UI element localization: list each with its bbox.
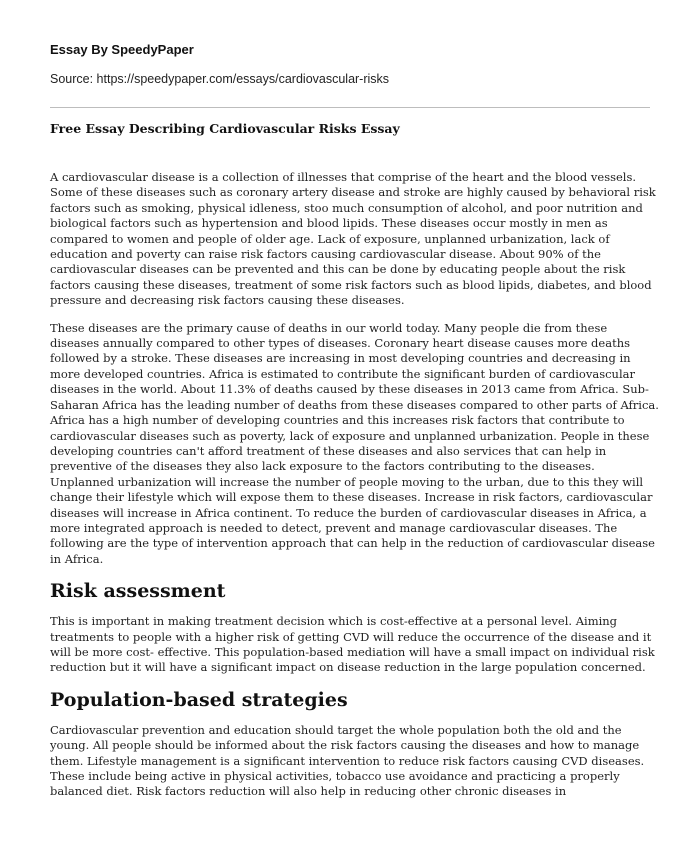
essay-title: Free Essay Describing Cardiovascular Risks Essay: [50, 121, 400, 136]
paragraph: This is important in making treatment decision which is cost-effective at a personal level. Aiming treatments to people with a higher risk of getting CVD will reduce the occurrence of the disease and it will be more cost- effective. This population-based mediation will have a small impact on individual risk reduction but it will have a significant impact on disease reduction in the large population concerned.: [50, 614, 655, 675]
section-heading-risk-assessment: Risk assessment: [50, 580, 226, 603]
paragraph: A cardiovascular disease is a collection of illnesses that comprise of the heart and the blood vessels. Some of these diseases such as coronary artery disease and stroke are highly caused by behavioral risk factors such as smoking, physical idleness, stoo much consumption of alcohol, and poor nutrition and biological factors such as hypertension and blood lipids. These diseases occur mostly in men as compared to women and people of older age. Lack of exposure, unplanned urbanization, lack of education and poverty can raise risk factors causing cardiovascular disease. About 90% of the cardiovascular diseases can be prevented and this can be done by educating people about the risk factors causing these diseases, treatment of some risk factors such as blood lipids, diabetes, and blood pressure and decreasing risk factors causing these diseases.: [50, 170, 656, 308]
header-divider: [50, 107, 650, 108]
brand-title: Essay By SpeedyPaper: [50, 42, 194, 57]
paragraph: Cardiovascular prevention and education should target the whole population both the old and the young. All people should be informed about the risk factors causing the diseases and how to manage them. Lifestyle management is a significant intervention to reduce risk factors causing CVD diseases. These include being active in physical activities, tobacco use avoidance and practicing a properly balanced diet. Risk factors reduction will also help in reducing other chronic diseases in: [50, 722, 645, 799]
section-heading-population-based-strategies: Population-based strategies: [50, 688, 348, 711]
source-line: Source: https://speedypaper.com/essays/cardiovascular-risks: [50, 72, 390, 86]
document-header: [50, 42, 660, 86]
essay-body: [50, 170, 660, 812]
paragraph: These diseases are the primary cause of deaths in our world today. Many people die from these diseases annually compared to other types of diseases. Coronary heart disease causes more deaths followed by a stroke. These diseases are increasing in most developing countries and decreasing in more developed countries. Africa is estimated to contribute the significant burden of cardiovascular diseases in the world. About 11.3% of deaths caused by these diseases in 2013 came from Africa. Sub- Saharan Africa has the leading number of deaths from these diseases compared to other parts of Africa. Africa has a high number of developing countries and this increases risk factors that contribute to cardiovascular diseases such as poverty, lack of exposure and unplanned urbanization. People in these developing countries can't afford treatment of these diseases and also services that can help in preventive of the diseases they also lack exposure to the factors contributing to the diseases. Unplanned urbanization will increase the number of people moving to the urban, due to this they will change their lifestyle which will expose them to these diseases. Increase in risk factors, cardiovascular diseases will increase in Africa continent. To reduce the burden of cardiovascular diseases in Africa, a more integrated approach is needed to detect, prevent and manage cardiovascular diseases. The following are the type of intervention approach that can help in the reduction of cardiovascular disease in Africa.: [50, 320, 659, 566]
